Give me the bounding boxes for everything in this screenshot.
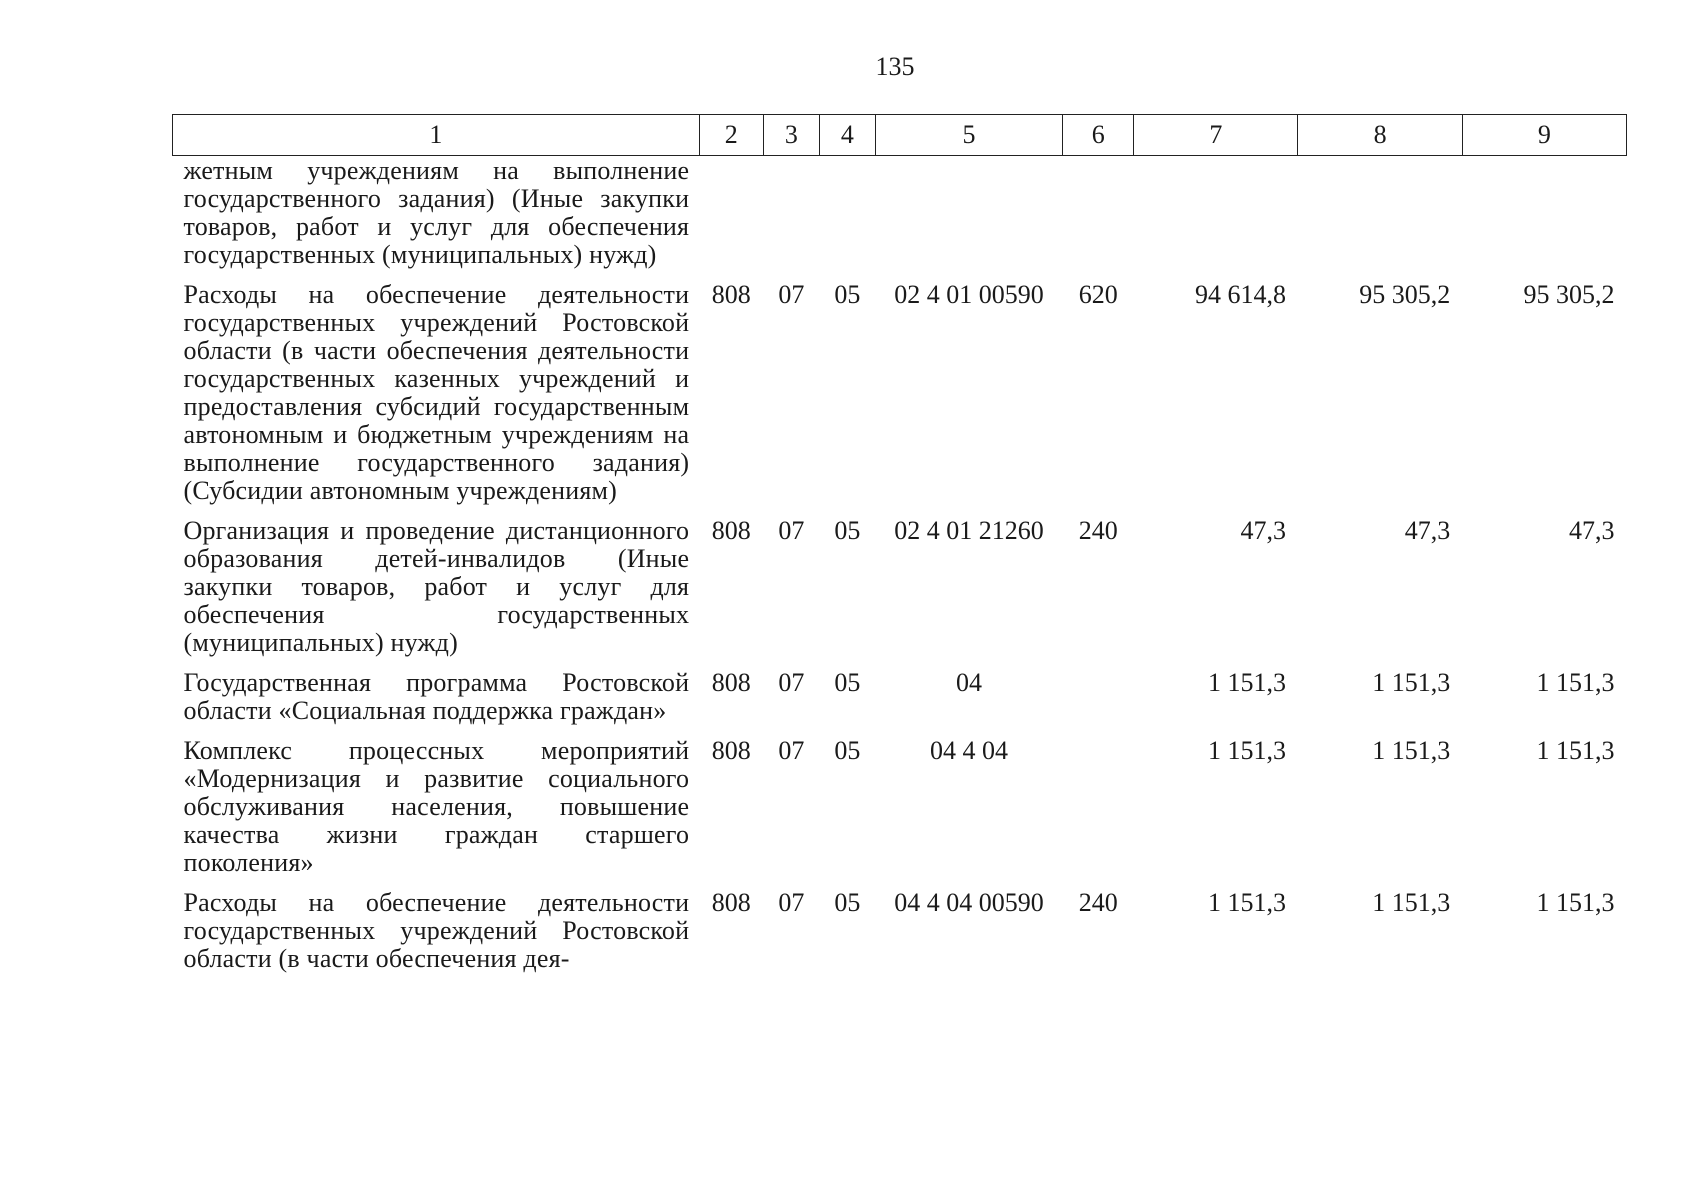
row-col-4: 05 [834, 280, 861, 309]
row-col-2: 808 [711, 888, 751, 917]
page-number: 135 [875, 52, 915, 81]
row-col-7: 1 151,3 [1207, 888, 1286, 917]
row-col-6 [1063, 156, 1134, 282]
table-row [173, 669, 1627, 737]
row-col-5: 02 4 01 21260 [894, 516, 1044, 545]
row-col-2: 808 [711, 736, 751, 765]
row-col-4 [819, 156, 875, 282]
row-description: жетным учреждениям на выполнение государственного задания) (Иные закупки товаров, работ и услуг для обеспечения государственных (муниципальных) нужд) [183, 156, 690, 269]
row-description: Комплекс процессных мероприятий «Модернизация и развитие социального обслуживания населения, повышение качества жизни граждан старшего поколения» [183, 736, 690, 877]
budget-table-container [172, 114, 1627, 985]
row-col-7: 1 151,3 [1207, 736, 1286, 765]
row-col-4: 05 [834, 888, 861, 917]
row-description: Расходы на обеспечение деятельности государственных учреждений Ростовской области (в части обеспечения дея- [183, 888, 690, 973]
row-col-3: 07 [778, 888, 805, 917]
header-col-3: 3 [763, 115, 819, 156]
header-col-2: 2 [699, 115, 763, 156]
row-col-6 [1063, 737, 1134, 889]
row-col-3: 07 [778, 736, 805, 765]
row-col-3: 07 [778, 516, 805, 545]
table-row [173, 517, 1627, 669]
row-col-9: 47,3 [1569, 516, 1615, 545]
row-col-3: 07 [778, 280, 805, 309]
row-col-4: 05 [834, 736, 861, 765]
row-col-2 [699, 156, 763, 282]
row-col-5: 04 4 04 [930, 736, 1009, 765]
row-description: Государственная программа Ростовской области «Социальная поддержка граждан» [183, 668, 690, 725]
header-col-1: 1 [173, 115, 700, 156]
row-col-9: 1 151,3 [1536, 668, 1615, 697]
row-col-8: 1 151,3 [1372, 668, 1451, 697]
row-col-4: 05 [834, 516, 861, 545]
header-col-4: 4 [819, 115, 875, 156]
row-col-8 [1298, 156, 1462, 282]
row-col-3 [763, 156, 819, 282]
row-col-9: 95 305,2 [1523, 280, 1615, 309]
row-col-9: 1 151,3 [1536, 888, 1615, 917]
header-col-7: 7 [1134, 115, 1298, 156]
header-col-5: 5 [875, 115, 1062, 156]
row-col-6: 240 [1078, 516, 1118, 545]
table-row [173, 156, 1627, 282]
row-col-9: 1 151,3 [1536, 736, 1615, 765]
row-col-2: 808 [711, 280, 751, 309]
row-col-7: 1 151,3 [1207, 668, 1286, 697]
row-col-8: 95 305,2 [1359, 280, 1451, 309]
budget-table [172, 114, 1627, 985]
row-col-5 [875, 156, 1062, 282]
row-col-8: 1 151,3 [1372, 736, 1451, 765]
row-description: Организация и проведение дистанционного образования детей-инвалидов (Иные закупки товаров, работ и услуг для обеспечения государственных (муниципальных) нужд) [183, 516, 690, 657]
row-col-2: 808 [711, 516, 751, 545]
table-header-row [173, 115, 1627, 156]
row-col-5: 04 [956, 668, 983, 697]
row-col-6 [1063, 669, 1134, 737]
header-col-8: 8 [1298, 115, 1462, 156]
row-col-2: 808 [711, 668, 751, 697]
row-col-7: 94 614,8 [1194, 280, 1286, 309]
row-description: Расходы на обеспечение деятельности государственных учреждений Ростовской области (в части обеспечения деятельности государственных казенных учреждений и предоставления субсидий государственным автономным и бюджетным учреждениям на выполнение государственного задания) (Субсидии автономным учреждениям) [183, 280, 690, 505]
header-col-6: 6 [1063, 115, 1134, 156]
row-col-6: 620 [1078, 280, 1118, 309]
row-col-4: 05 [834, 668, 861, 697]
row-col-7 [1134, 156, 1298, 282]
table-row [173, 281, 1627, 517]
row-col-6: 240 [1078, 888, 1118, 917]
row-col-9 [1462, 156, 1626, 282]
row-col-3: 07 [778, 668, 805, 697]
row-col-5: 02 4 01 00590 [894, 280, 1044, 309]
row-col-8: 47,3 [1404, 516, 1451, 545]
row-col-5: 04 4 04 00590 [894, 888, 1044, 917]
row-col-7: 47,3 [1240, 516, 1286, 545]
header-col-9: 9 [1462, 115, 1626, 156]
row-col-8: 1 151,3 [1372, 888, 1451, 917]
table-row [173, 737, 1627, 889]
table-row [173, 889, 1627, 985]
